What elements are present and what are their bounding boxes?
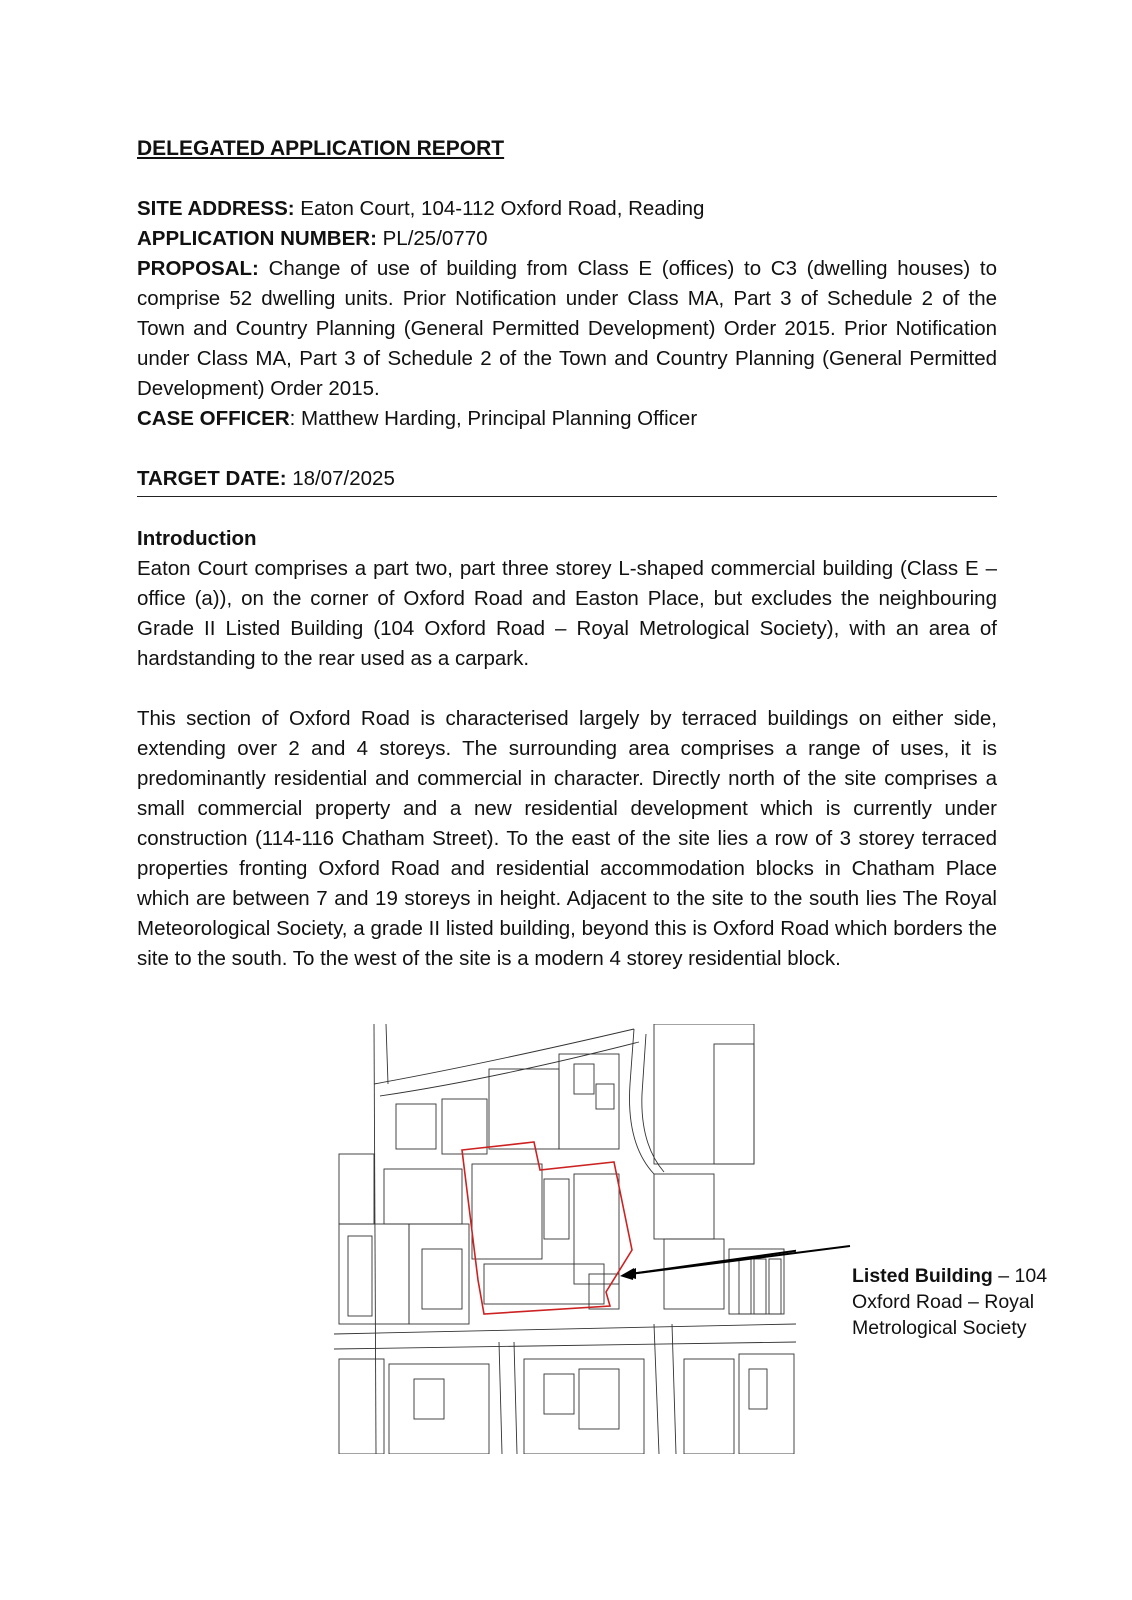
- callout-arrow: [620, 1240, 852, 1280]
- site-location-map: [334, 1024, 796, 1454]
- case-officer-value: : Matthew Harding, Principal Planning Officer: [289, 407, 698, 430]
- listed-building-callout: [852, 1263, 1082, 1341]
- case-officer-label: CASE OFFICER: [137, 407, 290, 430]
- target-date-value: 18/07/2025: [286, 467, 395, 490]
- application-number-label: APPLICATION NUMBER:: [137, 227, 377, 250]
- introduction-section: [137, 524, 997, 1004]
- introduction-heading: Introduction: [137, 527, 257, 550]
- map-linework: [334, 1024, 796, 1454]
- proposal-line: [137, 254, 997, 404]
- target-date-label: TARGET DATE:: [137, 467, 287, 490]
- callout-bold-label: Listed Building: [852, 1265, 993, 1287]
- callout-text: – 104 Oxford Road – Royal Metrological Society: [852, 1265, 1048, 1339]
- site-address-value: Eaton Court, 104-112 Oxford Road, Reading: [294, 197, 705, 220]
- report-metadata: [137, 194, 997, 434]
- site-address-label: SITE ADDRESS:: [137, 197, 295, 220]
- site-address-line: [137, 194, 997, 224]
- target-date-line: [137, 464, 997, 497]
- site-boundary-outline: [462, 1142, 632, 1314]
- proposal-value: Change of use of building from Class E (offices) to C3 (dwelling houses) to comprise 52 dwelling units. Prior Notification under Class MA, Part 3 of Schedule 2 of the Town and Country Planning (General Permitted Development) Order 2015. Prior Notification under Class MA, Part 3 of Schedule 2 of the Town and Country Planning (General Permitted Development) Order 2015.: [137, 257, 997, 400]
- application-number-line: [137, 224, 997, 254]
- introduction-paragraph-2: This section of Oxford Road is characterised largely by terraced buildings on either side, extending over 2 and 4 storeys. The surrounding area comprises a range of uses, it is predominantly residential and commercial in character. Directly north of the site comprises a small commercial property and a new residential development which is currently under construction (114-116 Chatham Street). To the east of the site lies a row of 3 storey terraced properties fronting Oxford Road and residential accommodation blocks in Chatham Place which are between 7 and 19 storeys in height. Adjacent to the site to the south lies The Royal Meteorological Society, a grade II listed building, beyond this is Oxford Road which borders the site to the south. To the west of the site is a modern 4 storey residential block.: [137, 707, 997, 970]
- application-number-value: PL/25/0770: [376, 227, 488, 250]
- proposal-label: PROPOSAL:: [137, 257, 259, 280]
- introduction-paragraph-1: Eaton Court comprises a part two, part three storey L-shaped commercial building (Class E – office (a)), on the corner of Oxford Road and Easton Place, but excludes the neighbouring Grade II Listed Building (104 Oxford Road – Royal Metrological Society), with an area of hardstanding to the rear used as a carpark.: [137, 557, 997, 670]
- case-officer-line: [137, 404, 997, 434]
- report-title: DELEGATED APPLICATION REPORT: [137, 137, 505, 160]
